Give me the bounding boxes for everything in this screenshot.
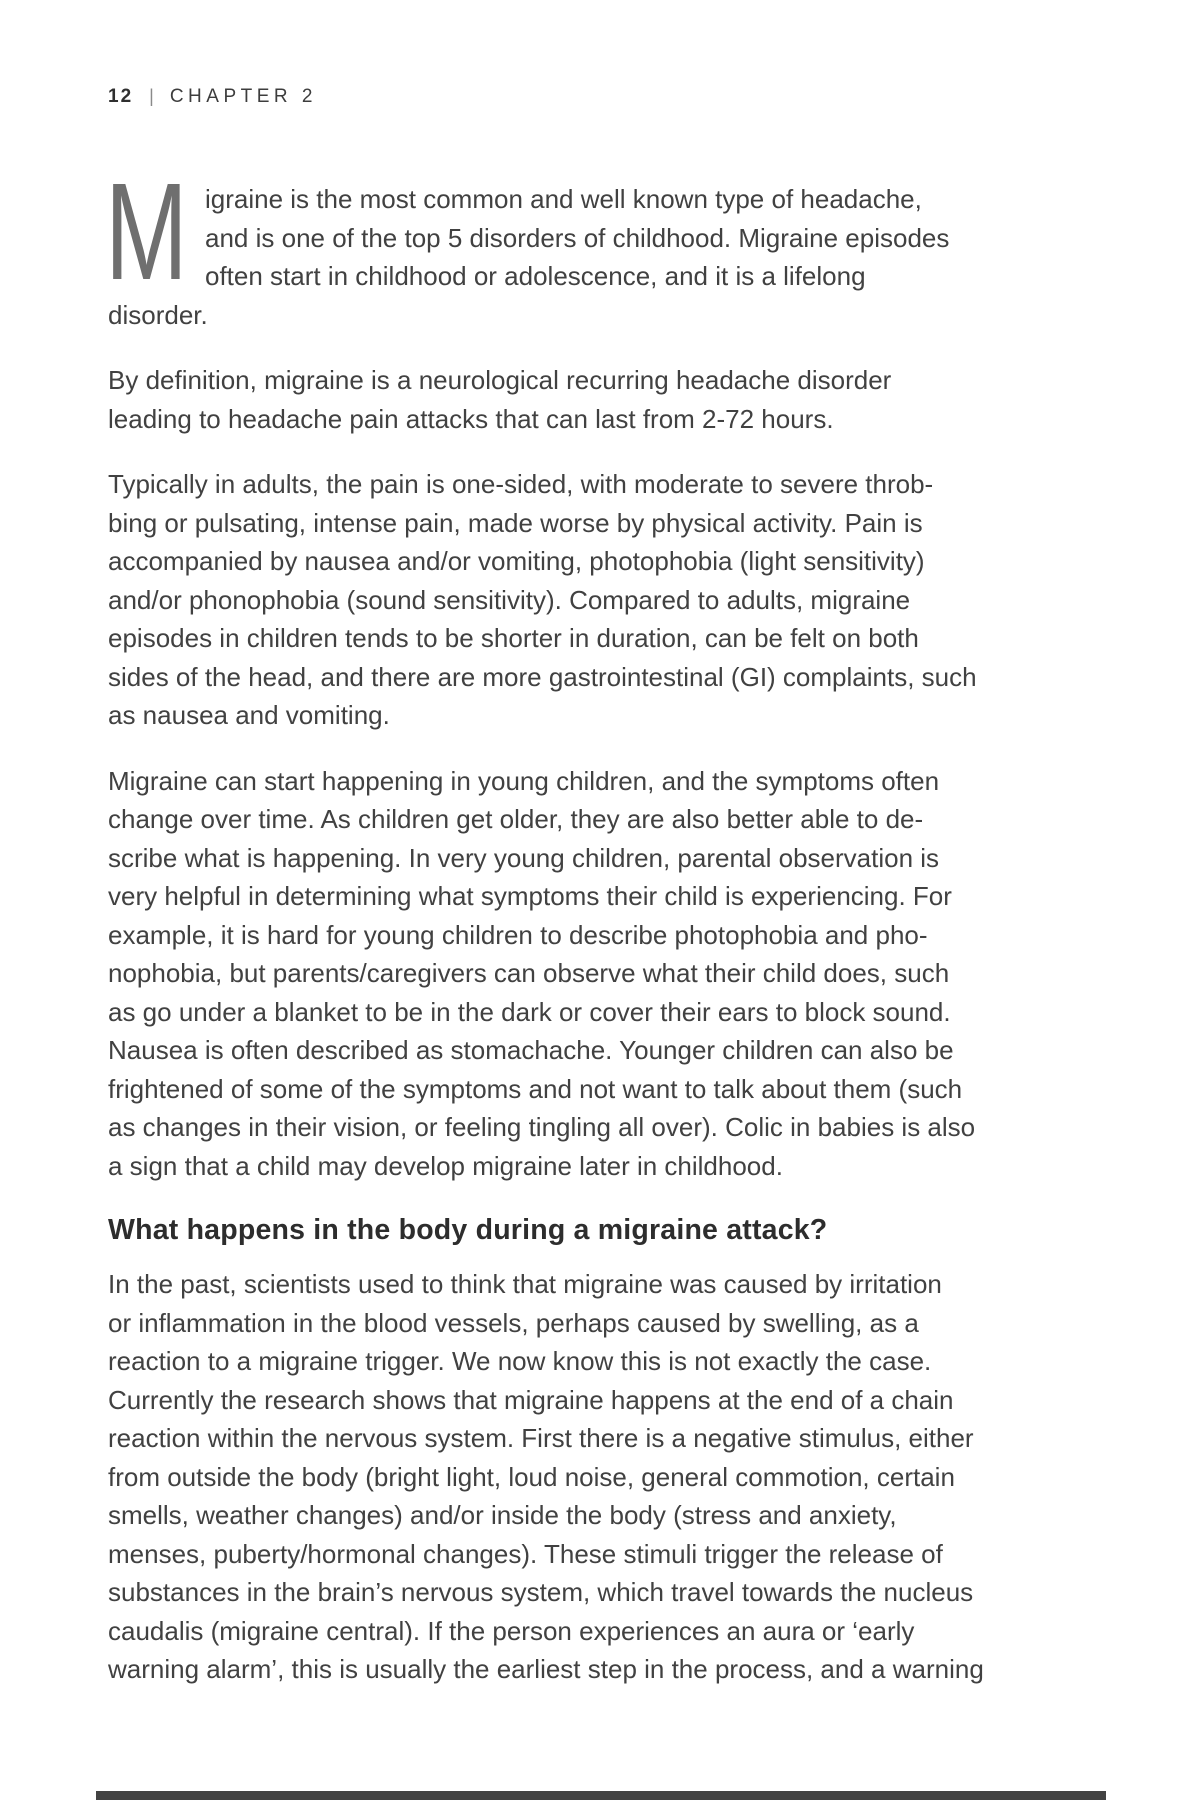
text-line: example, it is hard for young children to describe photophobia and pho- [108,919,928,950]
paragraph-body-mechanism [108,1265,1108,1689]
header-separator: | [149,86,154,106]
text-line: from outside the body (bright light, loud noise, general commotion, certain [108,1461,955,1492]
text-line: Migraine can start happening in young children, and the symptoms often [108,765,940,796]
text-line: menses, puberty/hormonal changes). These stimuli trigger the release of [108,1538,943,1569]
text-line: substances in the brain’s nervous system, which travel towards the nucleus [108,1577,974,1607]
text-line: Typically in adults, the pain is one-sided, with moderate to severe throb- [108,469,934,499]
text-line: sides of the head, and there are more gastrointestinal (GI) complaints, such [108,661,977,692]
text-line: nophobia, but parents/caregivers can observe what their child does, such [108,958,950,988]
drop-cap [105,155,192,309]
text-line: scribe what is happening. In very young children, parental observation is [108,842,940,873]
text-line: In the past, scientists used to think that migraine was caused by irritation [108,1269,942,1299]
text-line: smells, weather changes) and/or inside the body (stress and anxiety, [108,1500,897,1530]
page-number: 12 [108,86,134,107]
text-line: as nausea and vomiting. [108,700,390,730]
text-line: as go under a blanket to be in the dark or cover their ears to block sound. [108,996,951,1027]
text-line: episodes in children tends to be shorter in duration, can be felt on both [108,623,919,653]
text-line: or inflammation in the blood vessels, perhaps caused by swelling, as a [108,1307,919,1338]
page-content [105,155,1108,1716]
text-line: igraine is the most common and well known type of headache, [205,184,922,214]
paragraph-young-children [108,762,1108,1186]
footer-bar [96,1791,1106,1800]
paragraph-lines [108,180,1108,334]
text-line: a sign that a child may develop migraine later in childhood. [108,1150,783,1181]
text-line: bing or pulsating, intense pain, made worse by physical activity. Pain is [108,507,923,538]
drop-cap-letter: M [105,155,188,309]
chapter-label: CHAPTER 2 [169,86,317,107]
text-line: By definition, migraine is a neurological recurring headache disorder [108,365,892,395]
text-line: often start in childhood or adolescence, and it is a lifelong [205,261,866,291]
paragraph-adults-vs-children [108,465,1108,735]
text-line: Nausea is often described as stomachache. Younger children can also be [108,1035,954,1065]
text-line: change over time. As children get older, they are also better able to de- [108,804,924,834]
text-line: very helpful in determining what symptoms their child is experiencing. For [108,881,952,911]
section-heading: What happens in the body during a migraine attack? [108,1214,828,1246]
text-line: and is one of the top 5 disorders of childhood. Migraine episodes [205,222,950,253]
text-line: caudalis (migraine central). If the person experiences an aura or ‘early [108,1615,915,1646]
text-line: leading to headache pain attacks that can last from 2-72 hours. [108,403,834,434]
text-line: and/or phonophobia (sound sensitivity). Compared to adults, migraine [108,584,911,615]
paragraph-intro [105,155,1108,334]
page-header [108,86,317,108]
text-line: accompanied by nausea and/or vomiting, photophobia (light sensitivity) [108,546,925,576]
text-line: Currently the research shows that migraine happens at the end of a chain [108,1384,954,1415]
paragraph-definition [108,361,1108,438]
text-line: reaction within the nervous system. First there is a negative stimulus, either [108,1423,974,1453]
text-line: disorder. [108,299,208,330]
text-line: as changes in their vision, or feeling tingling all over). Colic in babies is also [108,1112,976,1142]
text-line: frightened of some of the symptoms and not want to talk about them (such [108,1073,963,1104]
text-line: reaction to a migraine trigger. We now know this is not exactly the case. [108,1346,932,1376]
text-line: warning alarm’, this is usually the earliest step in the process, and a warning [108,1654,984,1684]
